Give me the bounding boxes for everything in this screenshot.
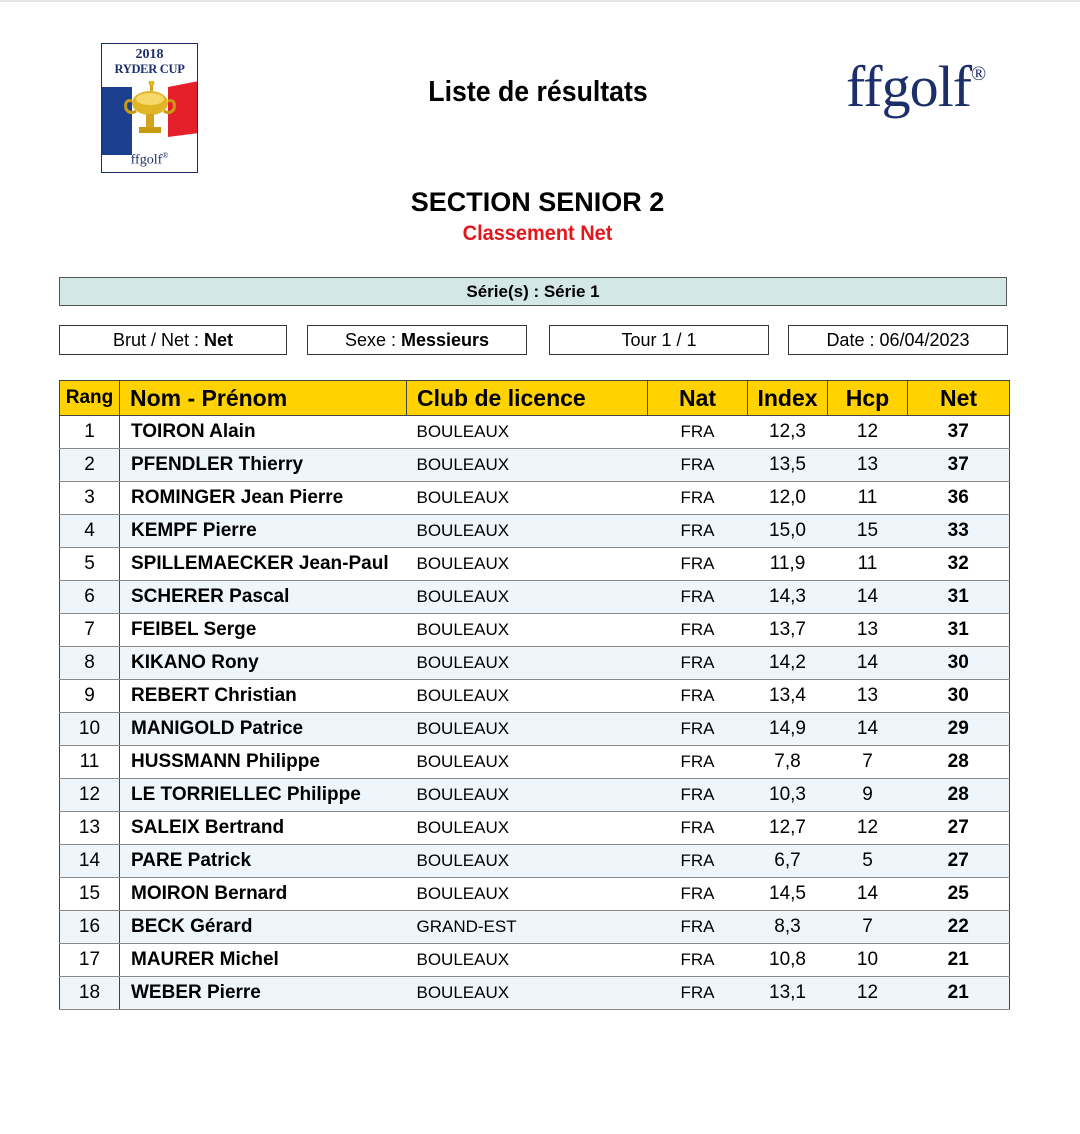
- cell-hcp: 12: [828, 812, 908, 845]
- cell-nat: FRA: [648, 449, 748, 482]
- filter-sexe-label: Sexe :: [344, 330, 396, 350]
- cell-net: 27: [908, 845, 1010, 878]
- cell-club: BOULEAUX: [407, 548, 648, 581]
- cell-rang: 16: [60, 911, 120, 944]
- cell-rang: 17: [60, 944, 120, 977]
- cell-index: 6,7: [748, 845, 828, 878]
- filter-brut-net-label: Brut / Net :: [112, 330, 199, 350]
- cell-index: 13,1: [748, 977, 828, 1010]
- cell-nom: BECK Gérard: [120, 911, 407, 944]
- cell-rang: 10: [60, 713, 120, 746]
- cell-club: BOULEAUX: [407, 713, 648, 746]
- cell-rang: 9: [60, 680, 120, 713]
- cell-nom: LE TORRIELLEC Philippe: [120, 779, 407, 812]
- ryder-cup-logo: [101, 43, 198, 173]
- column-header-index: Index: [748, 381, 828, 416]
- cell-club: GRAND-EST: [407, 911, 648, 944]
- cell-rang: 15: [60, 878, 120, 911]
- cell-rang: 6: [60, 581, 120, 614]
- cell-club: BOULEAUX: [407, 977, 648, 1010]
- cell-hcp: 15: [828, 515, 908, 548]
- cell-rang: 14: [60, 845, 120, 878]
- table-row: [60, 581, 1010, 614]
- page-title: Liste de résultats: [428, 76, 648, 108]
- cell-hcp: 5: [828, 845, 908, 878]
- cell-club: BOULEAUX: [407, 746, 648, 779]
- cell-hcp: 12: [828, 416, 908, 449]
- cell-nat: FRA: [648, 845, 748, 878]
- table-row: [60, 449, 1010, 482]
- cell-nom: REBERT Christian: [120, 680, 407, 713]
- table-row: [60, 746, 1010, 779]
- cell-index: 10,3: [748, 779, 828, 812]
- cell-nat: FRA: [648, 416, 748, 449]
- cell-index: 14,9: [748, 713, 828, 746]
- cell-net: 30: [908, 680, 1010, 713]
- cell-rang: 2: [60, 449, 120, 482]
- table-row: [60, 515, 1010, 548]
- cell-nat: FRA: [648, 515, 748, 548]
- cell-hcp: 14: [828, 878, 908, 911]
- cell-index: 14,3: [748, 581, 828, 614]
- cell-nom: KIKANO Rony: [120, 647, 407, 680]
- cell-index: 12,7: [748, 812, 828, 845]
- column-header-nom: Nom - Prénom: [120, 381, 407, 416]
- table-row: [60, 713, 1010, 746]
- cell-index: 10,8: [748, 944, 828, 977]
- cell-net: 37: [908, 449, 1010, 482]
- cell-net: 36: [908, 482, 1010, 515]
- cell-hcp: 11: [828, 548, 908, 581]
- cell-club: BOULEAUX: [407, 515, 648, 548]
- cell-hcp: 13: [828, 680, 908, 713]
- cell-club: BOULEAUX: [407, 581, 648, 614]
- table-row: [60, 812, 1010, 845]
- cell-net: 33: [908, 515, 1010, 548]
- cell-hcp: 13: [828, 614, 908, 647]
- column-header-hcp: Hcp: [828, 381, 908, 416]
- cell-rang: 3: [60, 482, 120, 515]
- column-header-nat: Nat: [648, 381, 748, 416]
- cell-nat: FRA: [648, 812, 748, 845]
- ffgolf-logo: ffgolf®: [846, 54, 986, 119]
- cell-nom: PFENDLER Thierry: [120, 449, 407, 482]
- cell-index: 15,0: [748, 515, 828, 548]
- cell-nat: FRA: [648, 713, 748, 746]
- cell-hcp: 14: [828, 581, 908, 614]
- cell-club: BOULEAUX: [407, 416, 648, 449]
- cell-nat: FRA: [648, 482, 748, 515]
- trophy-flag-icon: [102, 81, 198, 155]
- table-row: [60, 548, 1010, 581]
- cell-nom: TOIRON Alain: [120, 416, 407, 449]
- cell-nom: KEMPF Pierre: [120, 515, 407, 548]
- cell-net: 29: [908, 713, 1010, 746]
- cell-rang: 8: [60, 647, 120, 680]
- filter-brut-net-value: Net: [204, 330, 234, 350]
- table-row: [60, 647, 1010, 680]
- cell-club: BOULEAUX: [407, 449, 648, 482]
- cell-rang: 18: [60, 977, 120, 1010]
- cell-rang: 1: [60, 416, 120, 449]
- table-row: [60, 878, 1010, 911]
- cell-net: 28: [908, 779, 1010, 812]
- cell-club: BOULEAUX: [407, 944, 648, 977]
- cell-rang: 11: [60, 746, 120, 779]
- cell-nat: FRA: [648, 680, 748, 713]
- cell-nat: FRA: [648, 779, 748, 812]
- cell-club: BOULEAUX: [407, 812, 648, 845]
- cell-nom: SPILLEMAECKER Jean-Paul: [120, 548, 407, 581]
- cell-nom: PARE Patrick: [120, 845, 407, 878]
- cell-nom: ROMINGER Jean Pierre: [120, 482, 407, 515]
- table-row: [60, 614, 1010, 647]
- cell-index: 14,2: [748, 647, 828, 680]
- table-row: [60, 845, 1010, 878]
- cell-rang: 13: [60, 812, 120, 845]
- table-row: [60, 779, 1010, 812]
- cell-rang: 5: [60, 548, 120, 581]
- filter-brut-net: [59, 325, 287, 355]
- cell-net: 32: [908, 548, 1010, 581]
- column-header-club: Club de licence: [407, 381, 648, 416]
- table-header-row: [60, 381, 1010, 416]
- cell-index: 12,3: [748, 416, 828, 449]
- cell-nom: SALEIX Bertrand: [120, 812, 407, 845]
- filter-date: Date : 06/04/2023: [788, 325, 1008, 355]
- ryder-cup-sponsor: ffgolf®: [130, 151, 169, 168]
- cell-net: 22: [908, 911, 1010, 944]
- cell-net: 27: [908, 812, 1010, 845]
- cell-club: BOULEAUX: [407, 845, 648, 878]
- cell-hcp: 10: [828, 944, 908, 977]
- cell-hcp: 14: [828, 647, 908, 680]
- cell-net: 25: [908, 878, 1010, 911]
- cell-nom: FEIBEL Serge: [120, 614, 407, 647]
- cell-club: BOULEAUX: [407, 878, 648, 911]
- cell-nom: HUSSMANN Philippe: [120, 746, 407, 779]
- cell-club: BOULEAUX: [407, 482, 648, 515]
- cell-nom: MANIGOLD Patrice: [120, 713, 407, 746]
- cell-club: BOULEAUX: [407, 779, 648, 812]
- cell-club: BOULEAUX: [407, 647, 648, 680]
- cell-hcp: 11: [828, 482, 908, 515]
- cell-hcp: 12: [828, 977, 908, 1010]
- cell-index: 13,4: [748, 680, 828, 713]
- cell-index: 12,0: [748, 482, 828, 515]
- cell-index: 14,5: [748, 878, 828, 911]
- table-row: [60, 977, 1010, 1010]
- section-title: SECTION SENIOR 2: [410, 187, 665, 217]
- filter-sexe: [307, 325, 527, 355]
- cell-nom: MOIRON Bernard: [120, 878, 407, 911]
- ryder-cup-name: RYDER CUP: [114, 62, 185, 76]
- column-header-net: Net: [908, 381, 1010, 416]
- cell-nat: FRA: [648, 977, 748, 1010]
- cell-nom: MAURER Michel: [120, 944, 407, 977]
- cell-net: 21: [908, 977, 1010, 1010]
- cell-nat: FRA: [648, 746, 748, 779]
- cell-index: 7,8: [748, 746, 828, 779]
- cell-nat: FRA: [648, 911, 748, 944]
- table-row: [60, 944, 1010, 977]
- serie-bar: Série(s) : Série 1: [59, 277, 1007, 306]
- ranking-subtitle: Classement Net: [462, 222, 613, 245]
- cell-rang: 4: [60, 515, 120, 548]
- cell-net: 31: [908, 614, 1010, 647]
- cell-rang: 7: [60, 614, 120, 647]
- cell-net: 31: [908, 581, 1010, 614]
- cell-net: 30: [908, 647, 1010, 680]
- cell-index: 13,7: [748, 614, 828, 647]
- table-row: [60, 680, 1010, 713]
- column-header-rang: Rang: [60, 381, 120, 416]
- cell-rang: 12: [60, 779, 120, 812]
- cell-nat: FRA: [648, 614, 748, 647]
- cell-nat: FRA: [648, 548, 748, 581]
- cell-index: 8,3: [748, 911, 828, 944]
- cell-nat: FRA: [648, 581, 748, 614]
- filter-tour: Tour 1 / 1: [549, 325, 769, 355]
- results-table: [59, 380, 1010, 1010]
- top-border: [0, 0, 1080, 2]
- cell-hcp: 9: [828, 779, 908, 812]
- cell-hcp: 13: [828, 449, 908, 482]
- cell-nat: FRA: [648, 944, 748, 977]
- cell-index: 11,9: [748, 548, 828, 581]
- cell-hcp: 14: [828, 713, 908, 746]
- table-row: [60, 482, 1010, 515]
- ryder-cup-year: 2018: [135, 47, 164, 62]
- cell-hcp: 7: [828, 746, 908, 779]
- table-row: [60, 911, 1010, 944]
- cell-net: 21: [908, 944, 1010, 977]
- cell-index: 13,5: [748, 449, 828, 482]
- filter-sexe-value: Messieurs: [400, 330, 490, 350]
- cell-club: BOULEAUX: [407, 680, 648, 713]
- cell-nat: FRA: [648, 647, 748, 680]
- cell-net: 28: [908, 746, 1010, 779]
- cell-hcp: 7: [828, 911, 908, 944]
- cell-nom: SCHERER Pascal: [120, 581, 407, 614]
- cell-net: 37: [908, 416, 1010, 449]
- cell-nat: FRA: [648, 878, 748, 911]
- cell-club: BOULEAUX: [407, 614, 648, 647]
- table-row: [60, 416, 1010, 449]
- cell-nom: WEBER Pierre: [120, 977, 407, 1010]
